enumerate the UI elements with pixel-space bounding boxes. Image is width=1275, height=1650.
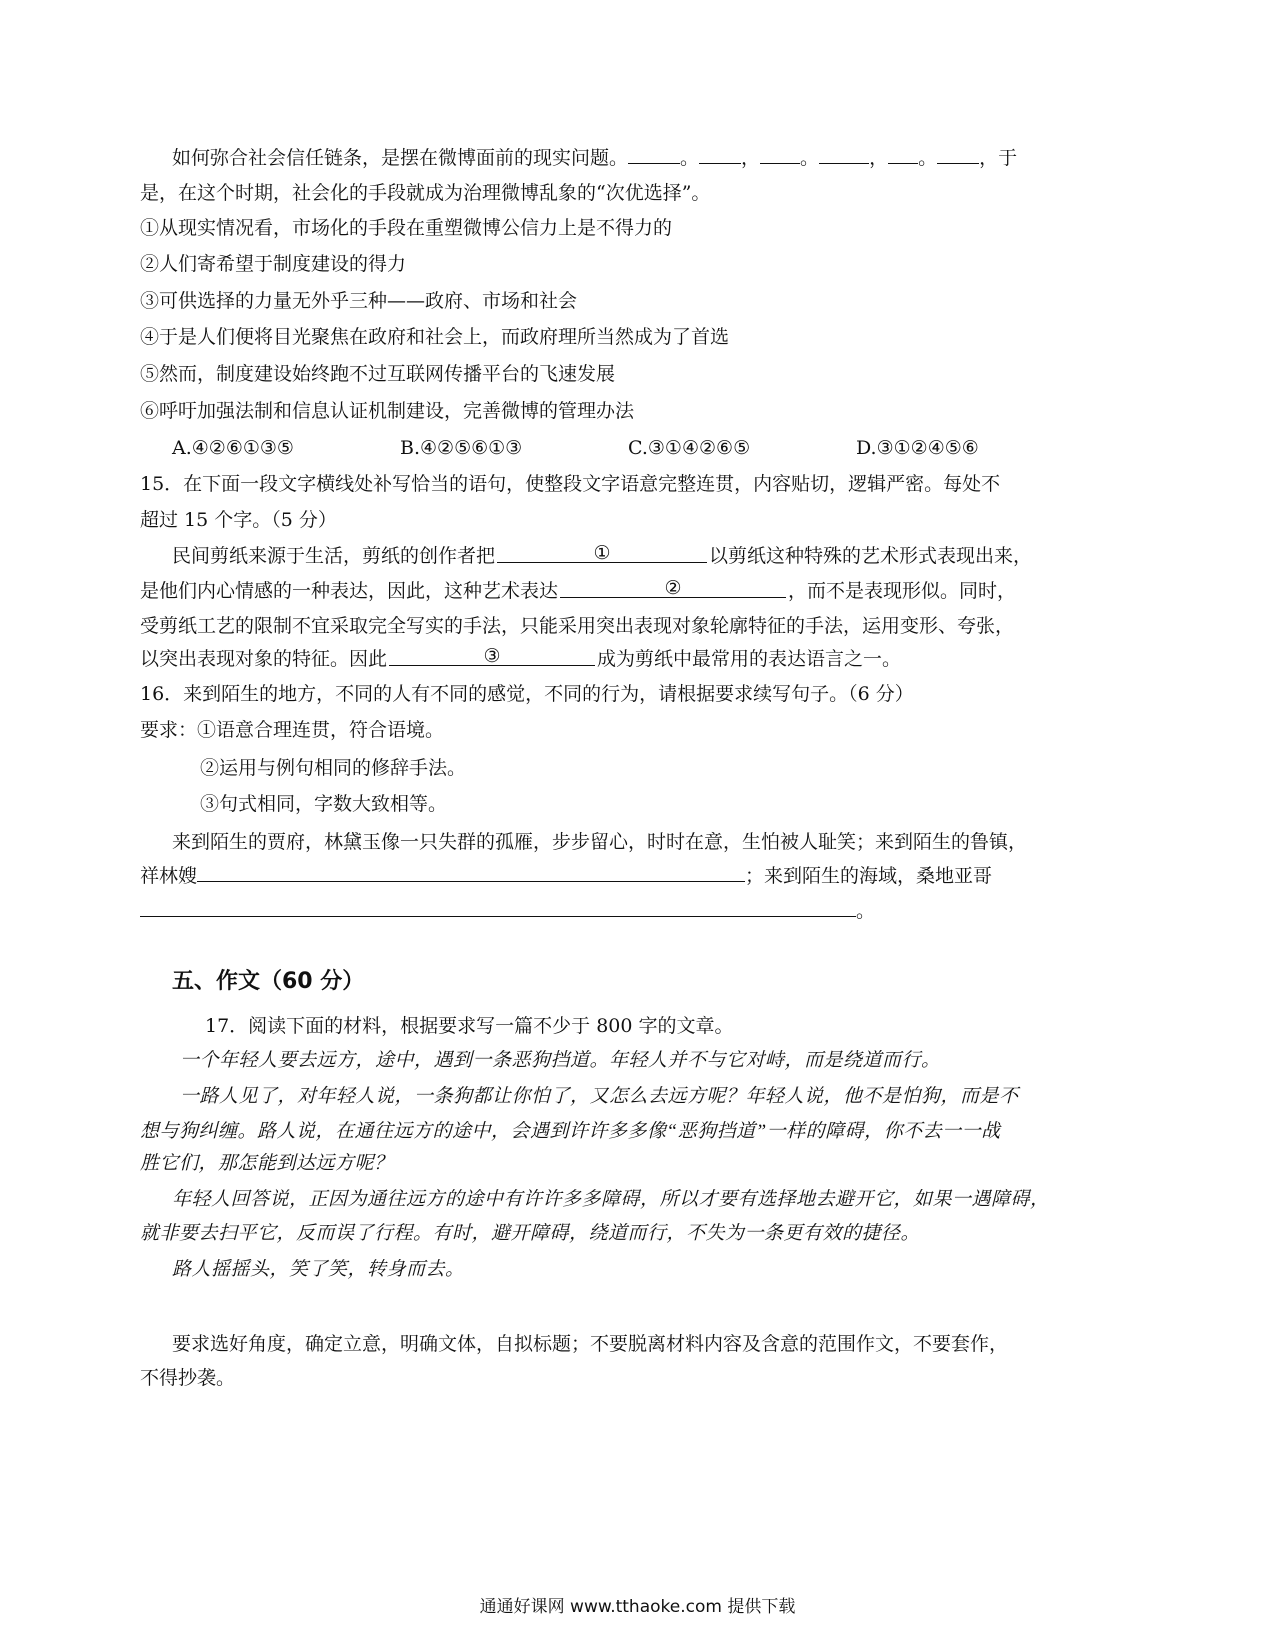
q14-item-3: ③可供选择的力量无外乎三种——政府、市场和社会 [140,290,578,312]
essay-requirement-line2: 不得抄袭。 [140,1367,236,1389]
q16-requirement-3: ③句式相同，字数大致相等。 [200,793,448,815]
q14-sep: ，于 [979,147,1018,169]
material-para-2-line3: 胜它们，那怎能到达远方呢？ [140,1153,394,1174]
q14-option-c[interactable]: C.③①④②⑥⑤ [628,437,751,459]
q15-text: ，而不是表现形似。同时， [788,580,1017,602]
q15-para-line3: 受剪纸工艺的限制不宜采取完全写实的手法，只能采用突出表现对象轮廓特征的手法，运用变形、夸张， [140,615,1015,637]
q14-item-5: ⑤然而，制度建设始终跑不过互联网传播平台的飞速发展 [140,363,616,385]
q16-example-line2 [140,861,1120,890]
q14-options [172,434,1120,462]
q14-item-1: ①从现实情况看，市场化的手段在重塑微博公信力上是不得力的 [140,217,673,239]
q14-item-4: ④于是人们便将目光聚焦在政府和社会上，而政府理所当然成为了首选 [140,326,730,348]
q14-stem-line2: 是，在这个时期，社会化的手段就成为治理微博乱象的“次优选择”。 [140,182,711,204]
essay-requirement-line1: 要求选好角度，确定立意，明确文体，自拟标题；不要脱离材料内容及含意的范围作文，不要套作， [172,1333,1009,1355]
material-para-1: 一个年轻人要去远方，途中，遇到一条恶狗挡道。年轻人并不与它对峙，而是绕道而行。 [180,1050,941,1071]
q15-blank-2[interactable] [560,577,786,598]
q15-para-line1 [172,542,1120,570]
q14-sep: 。 [918,147,938,169]
q14-blank[interactable] [628,143,680,164]
q15-blank-1-number: ① [593,542,611,564]
q14-sep: ， [869,147,889,169]
q15-text: 成为剪纸中最常用的表达语言之一。 [597,648,902,670]
q15-text: 是他们内心情感的一种表达，因此，这种艺术表达 [140,580,559,602]
material-para-3-line1: 年轻人回答说，正因为通往远方的途中有许许多多障碍，所以才要有选择地去避开它，如果一遇障碍， [172,1189,1050,1210]
q17-stem: 17．阅读下面的材料，根据要求写一篇不少于 800 字的文章。 [205,1015,734,1037]
q15-stem-line1: 15．在下面一段文字横线处补写恰当的语句，使整段文字语意完整连贯，内容贴切，逻辑严密。每处不 [140,473,1001,495]
q14-stem-line1 [172,143,1120,172]
q14-sep: ， [741,147,761,169]
q15-stem-line2: 超过 15 个字。（5 分） [140,509,337,531]
q15-para-line4 [140,645,1120,673]
q15-blank-1[interactable] [497,542,707,563]
page-footer: 通通好课网 www.tthaoke.com 提供下载 [479,1597,796,1617]
q15-para-line2 [140,577,1120,605]
q16-stem: 16．来到陌生的地方，不同的人有不同的感觉，不同的行为，请根据要求续写句子。（6 分） [140,683,914,705]
q14-blank[interactable] [819,143,869,164]
q14-blank[interactable] [699,143,741,164]
q14-blank[interactable] [760,143,800,164]
material-para-3-line2: 就非要去扫平它，反而误了行程。有时，避开障碍，绕道而行，不失为一条更有效的捷径。 [140,1223,921,1244]
material-para-2-line2: 想与狗纠缠。路人说，在通往远方的途中，会遇到许许多多像“恶狗挡道”一样的障碍，你不去一一战 [140,1121,1001,1142]
q14-stem-text: 如何弥合社会信任链条，是摆在微博面前的现实问题。 [172,147,629,169]
q16-text: 。 [856,900,876,922]
q14-item-2: ②人们寄希望于制度建设的得力 [140,253,407,275]
q15-blank-3[interactable] [389,645,595,666]
q15-text: 以剪纸这种特殊的艺术形式表现出来， [709,545,1033,567]
q16-blank-1[interactable] [197,861,745,882]
q16-text: 祥林嫂 [140,865,198,887]
q14-sep: 。 [680,147,700,169]
q14-sep: 。 [800,147,820,169]
q14-option-b[interactable]: B.④②⑤⑥①③ [400,437,523,459]
q15-text: 以突出表现对象的特征。因此 [140,648,388,670]
q14-blank[interactable] [888,143,918,164]
q16-example-line3 [140,896,1120,925]
q15-blank-3-number: ③ [483,645,501,667]
q16-text: ；来到陌生的海域，桑地亚哥 [745,865,993,887]
q14-option-a[interactable]: A.④②⑥①③⑤ [172,437,294,459]
material-para-4: 路人摇摇头，笑了笑，转身而去。 [172,1259,465,1280]
q16-requirement-2: ②运用与例句相同的修辞手法。 [200,757,467,779]
q15-text: 民间剪纸来源于生活，剪纸的创作者把 [172,545,496,567]
q14-item-6: ⑥呼吁加强法制和信息认证机制建设，完善微博的管理办法 [140,400,635,422]
q15-blank-2-number: ② [664,577,682,599]
section-heading: 五、作文（60 分） [172,969,365,994]
q16-example-line1: 来到陌生的贾府，林黛玉像一只失群的孤雁，步步留心，时时在意，生怕被人耻笑；来到陌生的鲁镇， [172,831,1028,853]
q16-requirement-1: 要求：①语意合理连贯，符合语境。 [140,719,445,741]
material-para-2-line1: 一路人见了，对年轻人说，一条狗都让你怕了，又怎么去远方呢？年轻人说，他不是怕狗，而是不 [180,1086,1019,1107]
q16-blank-2[interactable] [140,896,856,917]
q14-blank[interactable] [937,143,979,164]
q14-option-d[interactable]: D.③①②④⑤⑥ [856,437,979,459]
